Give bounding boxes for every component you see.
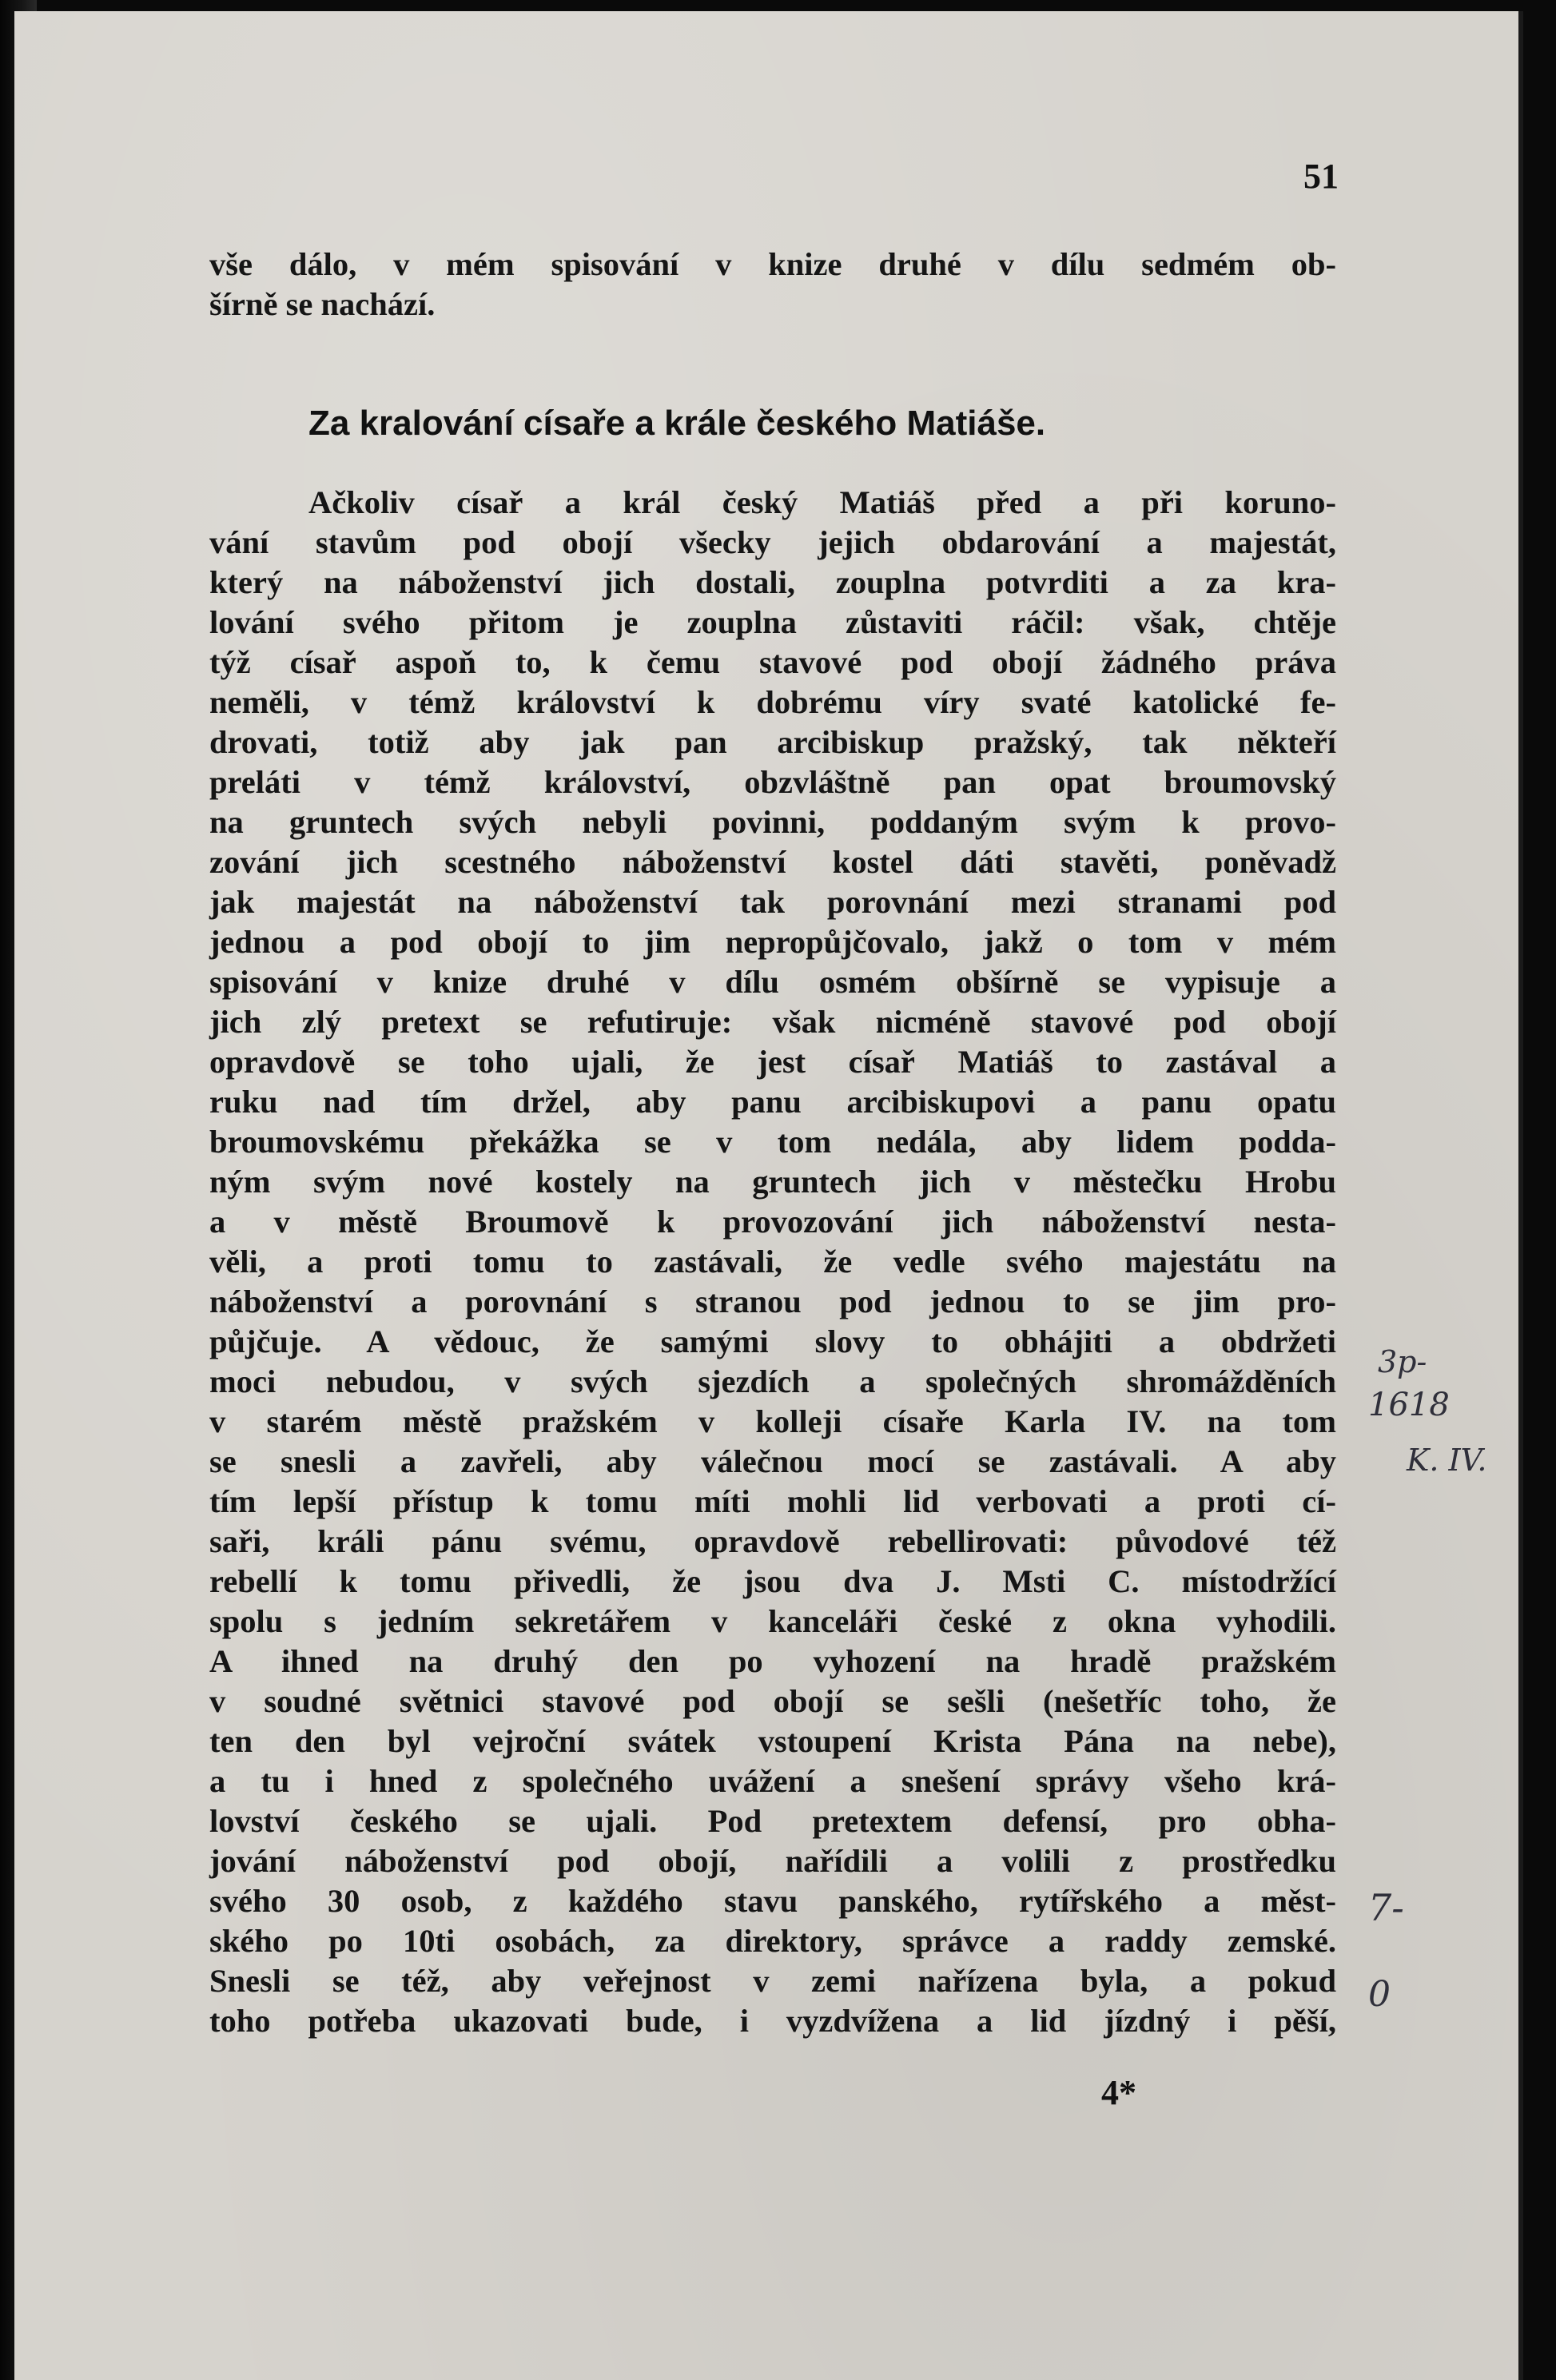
body-line: spisování v knize druhé v dílu osmém obšírně se vypisuje a: [209, 964, 1336, 1000]
body-line: Snesli se též, aby veřejnost v zemi nařízena byla, a pokud: [209, 1963, 1336, 1999]
body-line: lovství českého se ujali. Pod pretextem defensí, pro obha-: [209, 1803, 1336, 1839]
body-line: se snesli a zavřeli, aby válečnou mocí se zastávali. A aby: [209, 1443, 1336, 1479]
body-line: svého 30 osob, z každého stavu panského, rytířského a měst-: [209, 1883, 1336, 1919]
body-line: a tu i hned z společného uvážení a snešení správy všeho krá-: [209, 1763, 1336, 1799]
body-line: jich zlý pretext se refutiruje: však nicméně stavové pod obojí: [209, 1004, 1336, 1040]
body-line: moci nebudou, v svých sjezdích a společných shromážděních: [209, 1363, 1336, 1399]
body-line: ten den byl vejroční svátek vstoupení Krista Pána na nebe),: [209, 1723, 1336, 1759]
body-line: v starém městě pražském v kolleji císaře Karla IV. na tom: [209, 1403, 1336, 1439]
body-line: drovati, totiž aby jak pan arcibiskup pražský, tak někteří: [209, 724, 1336, 760]
body-line: náboženství a porovnání s stranou pod jednou to se jim pro-: [209, 1284, 1336, 1319]
body-line: rebellí k tomu přivedli, že jsou dva J. Msti C. místodržící: [209, 1563, 1336, 1599]
body-line: saři, králi pánu svému, opravdově rebellirovati: původové též: [209, 1523, 1336, 1559]
body-line: který na náboženství jich dostali, zouplna potvrditi a za kra-: [209, 564, 1336, 600]
body-line: lování svého přitom je zouplna zůstaviti ráčil: však, chtěje: [209, 604, 1336, 640]
intro-line: vše dálo, v mém spisování v knize druhé v dílu sedmém ob-: [209, 246, 1336, 282]
body-line: a v městě Broumově k provozování jich náboženství nesta-: [209, 1204, 1336, 1240]
body-line: broumovskému překážka se v tom nedála, aby lidem podda-: [209, 1124, 1336, 1160]
body-line: tím lepší přístup k tomu míti mohli lid verbovati a proti cí-: [209, 1483, 1336, 1519]
body-line: v soudné světnici stavové pod obojí se sešli (nešetříc toho, že: [209, 1683, 1336, 1719]
body-line: věli, a proti tomu to zastávali, že vedle svého majestátu na: [209, 1244, 1336, 1280]
body-line: toho potřeba ukazovati bude, i vyzdvížena a lid jízdný i pěší,: [209, 2003, 1336, 2039]
margin-note: 7-: [1368, 1886, 1404, 1929]
body-line: ným svým nové kostely na gruntech jich v městečku Hrobu: [209, 1164, 1336, 1200]
signature-mark: 4*: [1101, 2073, 1136, 2112]
section-heading: Za kralování císaře a krále českého Matiáše.: [308, 404, 1046, 443]
body-line: týž císař aspoň to, k čemu stavové pod obojí žádného práva: [209, 644, 1336, 680]
body-line: spolu s jedním sekretářem v kanceláři české z okna vyhodili.: [209, 1603, 1336, 1639]
margin-note: 0: [1368, 1974, 1391, 2015]
body-line: jak majestát na náboženství tak porovnání mezi stranami pod: [209, 884, 1336, 920]
body-line: ského po 10ti osobách, za direktory, správce a raddy zemské.: [209, 1923, 1336, 1959]
page-number: 51: [1303, 157, 1339, 196]
body-line: na gruntech svých nebyli povinni, poddaným svým k provo-: [209, 804, 1336, 840]
margin-note: 3p-: [1378, 1344, 1427, 1379]
body-line: opravdově se toho ujali, že jest císař Matiáš to zastával a: [209, 1044, 1336, 1080]
body-line: ruku nad tím držel, aby panu arcibiskupovi a panu opatu: [209, 1084, 1336, 1120]
body-line: neměli, v témž království k dobrému víry svaté katolické fe-: [209, 684, 1336, 720]
body-line: půjčuje. A vědouc, že samými slovy to obhájiti a obdržeti: [209, 1323, 1336, 1359]
body-line: Ačkoliv císař a král český Matiáš před a při koruno-: [308, 484, 1336, 520]
body-line: jování náboženství pod obojí, nařídili a volili z prostředku: [209, 1843, 1336, 1879]
body-line: zování jich scestného náboženství kostel dáti stavěti, poněvadž: [209, 844, 1336, 880]
body-line: preláti v témž království, obzvláštně pan opat broumovský: [209, 764, 1336, 800]
body-line: vání stavům pod obojí všecky jejich obdarování a majestát,: [209, 524, 1336, 560]
margin-note: K. IV.: [1407, 1443, 1487, 1478]
margin-note: 1618: [1368, 1387, 1450, 1423]
body-line: A ihned na druhý den po vyhození na hradě pražském: [209, 1643, 1336, 1679]
intro-line: šírně se nachází.: [209, 286, 436, 322]
body-line: jednou a pod obojí to jim nepropůjčovalo, jakž o tom v mém: [209, 924, 1336, 960]
